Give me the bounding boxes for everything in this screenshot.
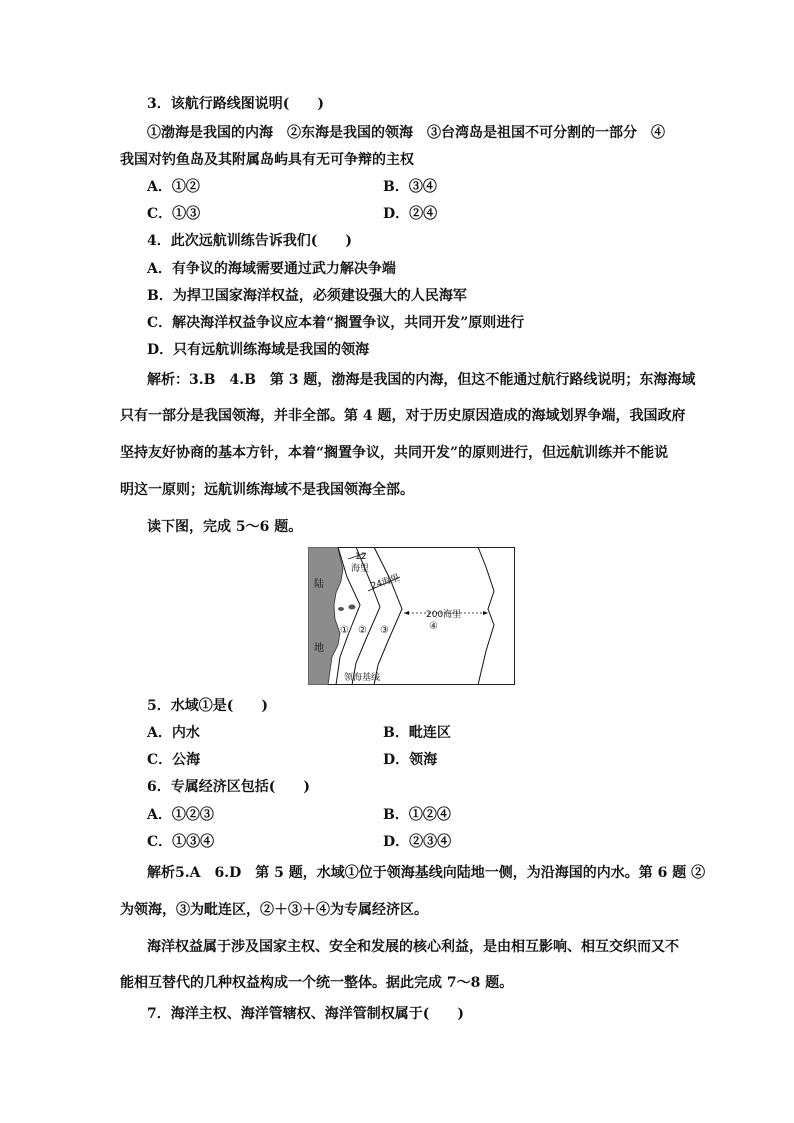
analysis1-line2: 只有一部分是我国领海，并非全部。第 4 题，对于历史原因造成的海域划界争端，我国政府 [120,408,686,424]
q6-option-d: D．②③④ [383,834,452,850]
q4-stem: 4．此次远航训练告诉我们( ) [147,233,352,249]
q3-stem: 3．该航行路线图说明( ) [147,96,324,112]
island-1 [338,607,344,611]
q5-option-b: B．毗连区 [383,725,451,741]
passage-line1: 海洋权益属于涉及国家主权、安全和发展的核心利益，是由相互影响、相互交织而又不 [147,939,679,955]
analysis1-line3: 坚持友好协商的基本方针，本着“搁置争议，共同开发”的原则进行，但远航训练并不能说 [120,445,669,461]
label-12-unit: 海里 [351,564,370,574]
baseline-label: 领海基线 [344,673,381,683]
land-label-2: 地 [314,643,324,654]
maritime-zones-map [308,547,515,685]
q5-option-d: D．领海 [383,752,438,768]
q3-line2: 我国对钓鱼岛及其附属岛屿具有无可争辩的主权 [120,152,414,168]
q3-line1: ①渤海是我国的内海 ②东海是我国的领海 ③台湾岛是祖国不可分割的一部分 ④ [147,125,665,141]
q4-option-c: C．解决海洋权益争议应本着“搁置争议，共同开发”原则进行 [147,315,525,331]
label-24: 24海里 [369,573,401,592]
zone-4-label: ④ [429,621,438,632]
analysis2-line1: 解析5.A 6.D 第 5 题，水域①位于领海基线向陆地一侧，为沿海国的内水。第 6 题 ② [147,865,706,881]
q6-option-a: A．①②③ [147,807,214,823]
zone-2-label: ② [358,625,367,636]
q4-option-b: B．为捍卫国家海洋权益，必须建设强大的人民海军 [147,288,467,304]
label-200: 200海里 [426,610,462,620]
island-2 [349,605,356,610]
analysis2-line2: 为领海，③为毗连区，②＋③＋④为专属经济区。 [120,902,428,918]
label-12: 12 [355,552,367,562]
q5-option-c: C．公海 [147,752,201,768]
analysis1-line1: 解析：3.B 4.B 第 3 题，渤海是我国的内海，但这不能通过航行路线说明；东海海域 [147,372,696,388]
q4-option-d: D．只有远航训练海域是我国的领海 [147,342,370,358]
q7-stem: 7．海洋主权、海洋管辖权、海洋管制权属于( ) [147,1006,464,1022]
q4-option-a: A．有争议的海域需要通过武力解决争端 [147,261,396,277]
q3-option-a: A．①② [147,179,200,195]
passage-line2: 能相互替代的几种权益构成一个统一整体。据此完成 7～8 题。 [120,975,514,991]
q3-option-b: B．③④ [383,179,437,195]
q5-option-a: A．内水 [147,725,200,741]
zone-1-label: ① [340,625,349,636]
q6-option-c: C．①③④ [147,834,215,850]
land-label-1: 陆 [314,579,324,590]
q6-option-b: B．①②④ [383,807,451,823]
q5-stem: 5．水域①是( ) [147,698,268,714]
analysis1-line4: 明这一原则；远航训练海域不是我国领海全部。 [120,482,414,498]
read-prompt: 读下图，完成 5～6 题。 [147,519,303,535]
q6-stem: 6．专属经济区包括( ) [147,779,310,795]
q3-option-d: D．②④ [383,206,438,222]
q3-option-c: C．①③ [147,206,201,222]
zone-3-label: ③ [380,625,389,636]
